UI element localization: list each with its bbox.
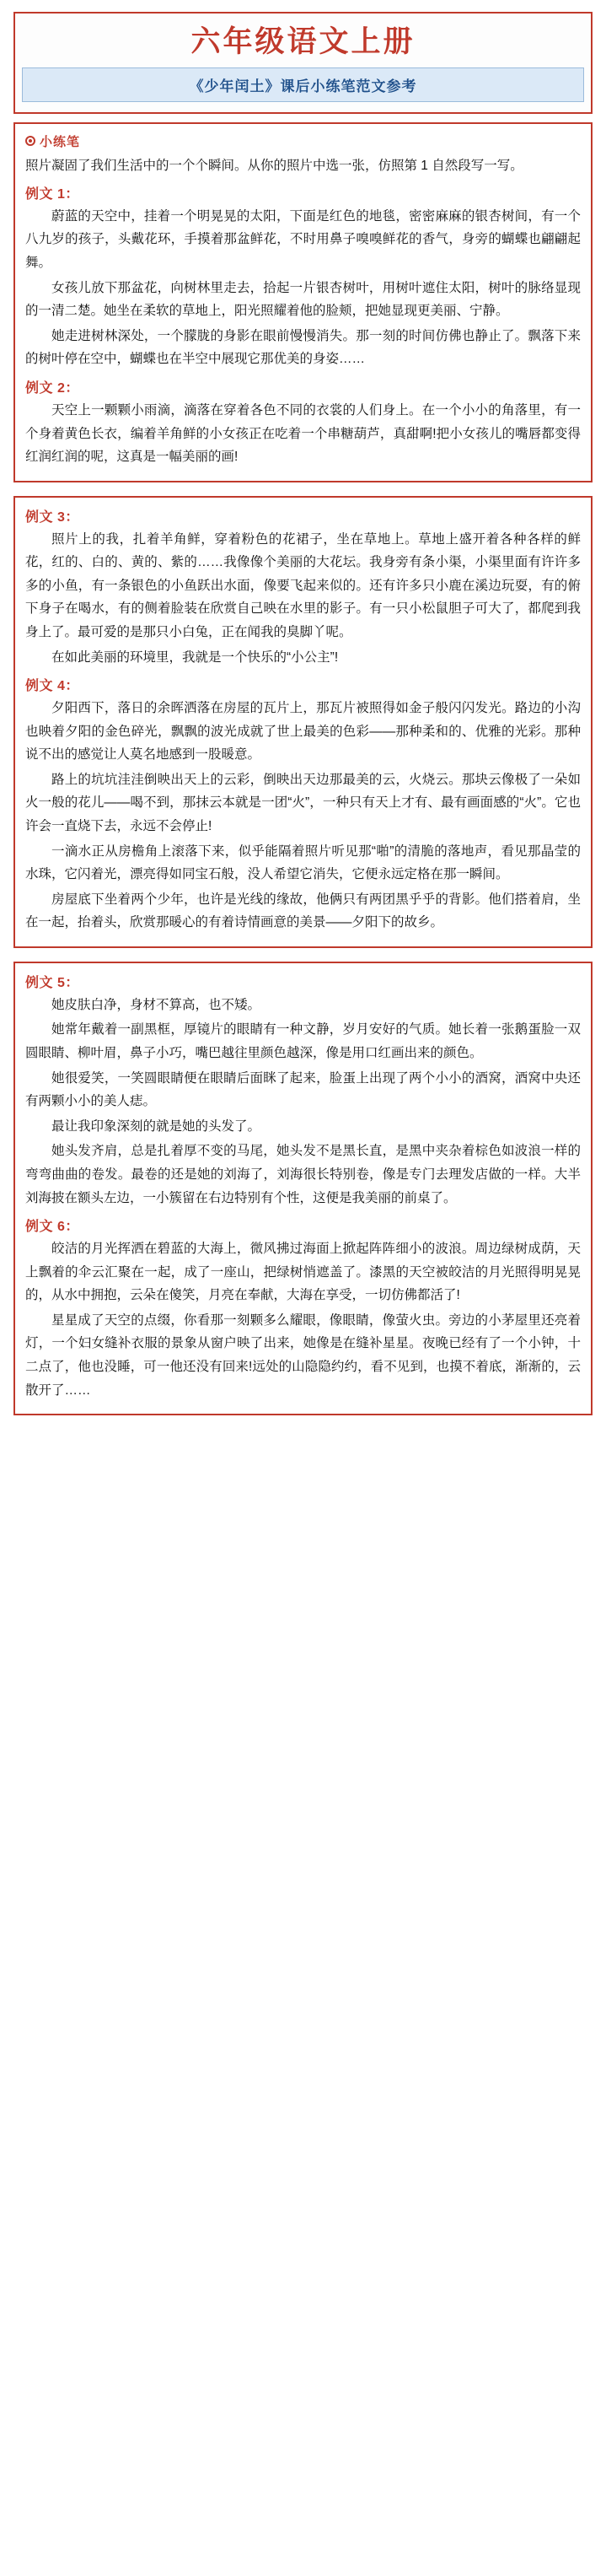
example-label: 例文 1：	[25, 186, 79, 202]
example-label: 例文 2：	[25, 380, 79, 396]
example-label: 例文 5：	[25, 975, 79, 990]
practice-title: 小练笔	[40, 134, 81, 149]
example-paragraph: 天空上一颗颗小雨滴，滴落在穿着各色不同的衣裳的人们身上。在一个小小的角落里，有一个身着黄色长衣，编着羊角鲜的小女孩正在吃着一个串糖葫芦，真甜啊!把小女孩儿的嘴唇都变得红润红润的呢，这真是一幅美丽的画!	[25, 402, 581, 465]
example-paragraph: 星星成了天空的点缀，你看那一刻颗多么耀眼，像眼睛，像萤火虫。旁边的小茅屋里还亮着灯，一个妇女缝补衣服的景象从窗户映了出来，她像是在缝补星星。夜晚已经有了一个小钟，十二点了，他也没睡，可一他还没有回来!远处的山隐隐约约，看不见到，也摸不着底，渐渐的，云散开了……	[25, 1312, 581, 1398]
example-paragraph: 房屋底下坐着两个少年，也许是光线的缘故，他俩只有两团黑乎乎的背影。他们搭着肩，坐在一起，抬着头，欣赏那暖心的有着诗情画意的美景——夕阳下的故乡。	[25, 892, 581, 930]
bullet-dot-icon	[25, 136, 35, 146]
example-paragraph: 她走进树林深处，一个朦胧的身影在眼前慢慢消失。那一刻的时间仿佛也静止了。飘落下来的树叶停在空中，蝴蝶也在半空中展现它那优美的身姿……	[25, 328, 581, 367]
example-label: 例文 4：	[25, 679, 79, 694]
practice-body: 照片凝固了我们生活中的一个个瞬间。从你的照片中选一张，仿照第 1 自然段写一写。	[25, 158, 523, 173]
section-block-3	[13, 962, 593, 1415]
example-paragraph: 她常年戴着一副黑框，厚镜片的眼睛有一种文静，岁月安好的气质。她长着一张鹅蛋脸一双圆眼睛、柳叶眉，鼻子小巧，嘴巴越往里颜色越深，像是用口红画出来的颜色。	[25, 1022, 581, 1061]
example-paragraph: 她头发齐肩，总是扎着厚不变的马尾，她头发不是黑长直，是黑中夹杂着棕色如波浪一样的弯弯曲曲的卷发。最卷的还是她的刘海了，刘海很长特别卷，像是专门去理发店做的一样。大半刘海披在额头左边，一小簇留在右边特别有个性，这便是我美丽的前桌了。	[25, 1144, 581, 1205]
section-block-2	[13, 496, 593, 948]
example-label: 例文 3：	[25, 509, 79, 525]
example-paragraph: 在如此美丽的环境里，我就是一个快乐的“小公主”!	[51, 649, 339, 665]
example-paragraph: 最让我印象深刻的就是她的头发了。	[51, 1118, 261, 1134]
example-label: 例文 6：	[25, 1220, 79, 1235]
practice-header	[25, 132, 581, 150]
example-paragraph: 一滴水正从房檐角上滚落下来，似乎能隔着照片听见那“啪”的清脆的落地声，看见那晶莹的水珠，它闪着光，漂亮得如同宝石般，没人希望它消失，它便永远定格在那一瞬间。	[25, 843, 581, 882]
page-title: 六年级语文上册	[190, 24, 416, 59]
example-paragraph: 夕阳西下，落日的余晖洒落在房屋的瓦片上，那瓦片被照得如金子般闪闪发光。路边的小沟也映着夕阳的金色碎光，飘飘的波光成就了世上最美的色彩——那种柔和的、优雅的光彩。那种说不出的感觉让人莫名地感到一股暖意。	[25, 701, 581, 763]
subtitle-bar: 《少年闰土》课后小练笔范文参考	[22, 67, 584, 102]
example-paragraph: 她很爱笑，一笑圆眼睛便在眼睛后面眯了起来，脸蛋上出现了两个小小的酒窝，酒窝中央还有两颗小小的美人痣。	[25, 1070, 581, 1109]
example-paragraph: 女孩儿放下那盆花，向树林里走去，拾起一片银杏树叶，用树叶遮住太阳，树叶的脉络显现的一清二楚。她坐在柔软的草地上，阳光照耀着他的脸颊，把她显现更美丽、宁静。	[25, 280, 581, 319]
example-paragraph: 蔚蓝的天空中，挂着一个明晃晃的太阳，下面是红色的地毯，密密麻麻的银杏树间，有一个八九岁的孩子，头戴花环，手摸着那盆鲜花，不时用鼻子嗅嗅鲜花的香气，身旁的蝴蝶也翩翩起舞。	[25, 208, 581, 271]
section-block-1	[13, 122, 593, 482]
example-paragraph: 皎洁的月光挥洒在碧蓝的大海上，微风拂过海面上掀起阵阵细小的波浪。周边绿树成荫，天上飘着的伞云汇聚在一起，成了一座山，把绿树悄遮盖了。漆黑的天空被皎洁的月光照得明晃晃的，从水中拥抱，云朵在傻笑，月亮在奉献，大海在享受，一切仿佛都活了!	[25, 1242, 581, 1303]
title-banner	[13, 12, 593, 114]
example-paragraph: 路上的坑坑洼洼倒映出天上的云彩，倒映出天边那最美的云，火烧云。那块云像极了一朵如火一般的花儿——喝不到，那抹云本就是一团“火”，一种只有天上才有、最有画面感的“火”。它也许会一直烧下去，永远不会停止!	[25, 772, 581, 834]
example-paragraph: 她皮肤白净，身材不算高，也不矮。	[51, 997, 261, 1012]
example-paragraph: 照片上的我，扎着羊角鲜，穿着粉色的花裙子，坐在草地上。草地上盛开着各种各样的鲜花，红的、白的、黄的、紫的……我像像个美丽的大花坛。我身旁有条小渠，小渠里面有许许多多的小鱼，有一条银色的小鱼跃出水面，像要飞起来似的。还有许多只小鹿在溪边玩耍，有的俯下身子在喝水，有的侧着脸装在欣赏自己映在水里的影子。有一只小松鼠胆子可大了，都爬到我身上了。最可爱的是那只小白兔，正在闻我的臭脚丫呢。	[25, 531, 581, 639]
